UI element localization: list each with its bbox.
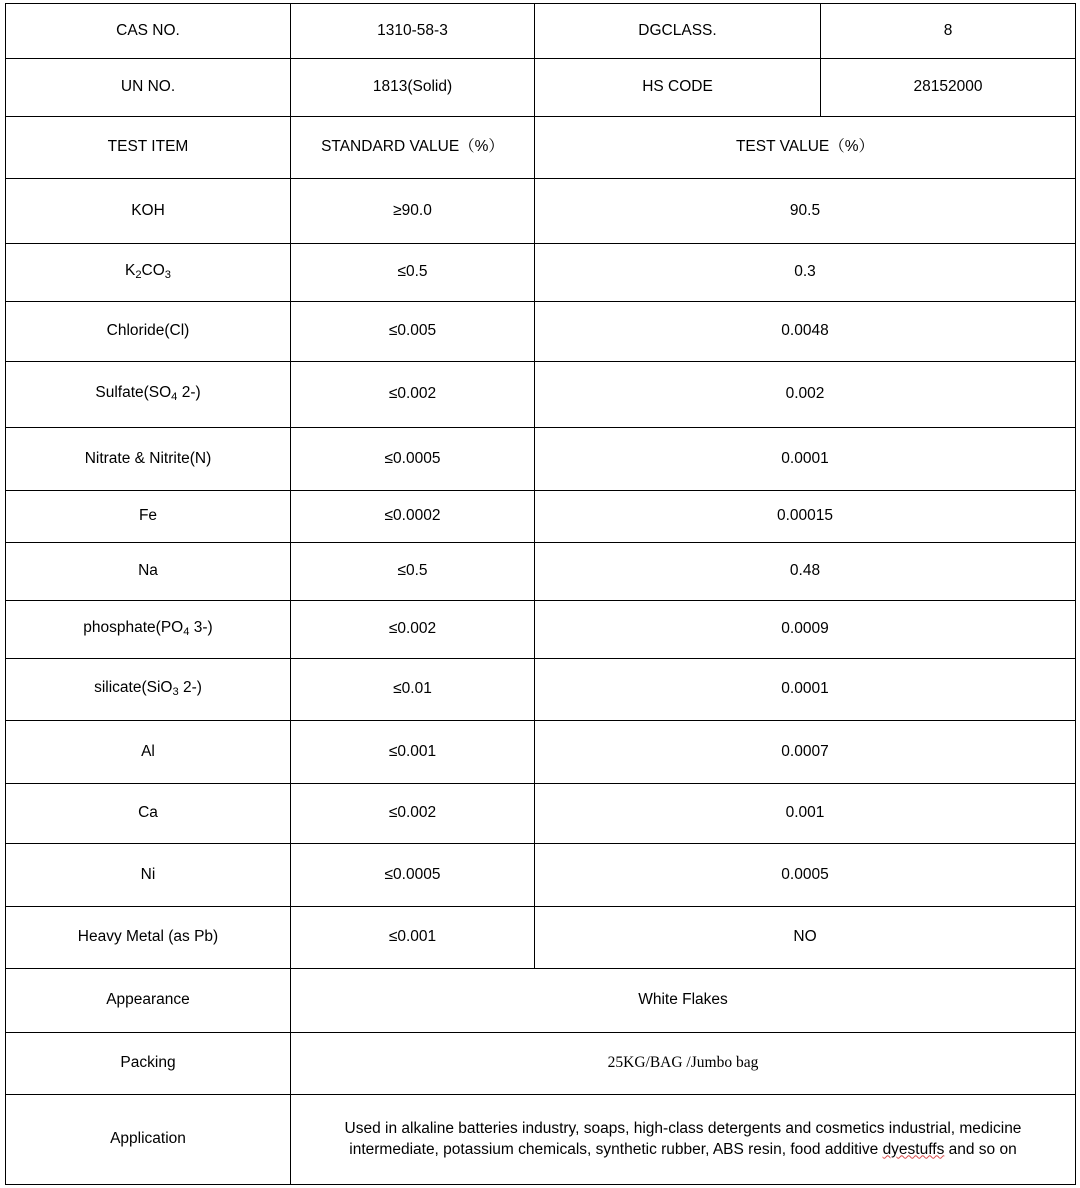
item-label: Chloride(Cl)	[106, 322, 190, 340]
row-standard-k2co3: ≤0.5	[291, 244, 535, 302]
row-test-sulfate: 0.002	[535, 362, 1076, 428]
row-item-fe	[6, 491, 291, 543]
application-line-1: Used in alkaline batteries industry, soaps, high-class detergents and cosmetics industrial, medicine	[344, 1119, 1022, 1137]
row-item-na	[6, 543, 291, 601]
row-item-k2co3	[6, 244, 291, 302]
table-row	[6, 491, 1076, 543]
application-line-2	[297, 1140, 1069, 1161]
row-item-al	[6, 721, 291, 784]
application-label: Application	[6, 1095, 291, 1185]
table-row	[6, 784, 1076, 844]
row-test-heavy-metal: NO	[535, 907, 1076, 969]
row-test-na: 0.48	[535, 543, 1076, 601]
table-row	[6, 543, 1076, 601]
row-item-koh	[6, 179, 291, 244]
item-label: Ca	[138, 804, 158, 822]
item-label: Al	[141, 742, 155, 760]
un-value: 1813(Solid)	[291, 59, 535, 117]
table-row	[6, 907, 1076, 969]
row-test-ni: 0.0005	[535, 844, 1076, 907]
row-item-heavy-metal	[6, 907, 291, 969]
hs-label: HS CODE	[535, 59, 821, 117]
table-row	[6, 302, 1076, 362]
table-row	[6, 721, 1076, 784]
row-test-ca: 0.001	[535, 784, 1076, 844]
application-line-2-spellcheck-word: dyestuffs	[882, 1140, 945, 1158]
table-row	[6, 428, 1076, 491]
item-label: silicate(SiO$_3$ 2-)	[94, 679, 202, 699]
table-row-un	[6, 59, 1076, 117]
item-label: $phosphate(PO_4$ 3-)	[83, 619, 213, 639]
row-standard-al: ≤0.001	[291, 721, 535, 784]
row-item-nitrate	[6, 428, 291, 491]
row-item-silicate	[6, 659, 291, 721]
item-label: Ni	[140, 865, 156, 883]
appearance-value: White Flakes	[291, 969, 1076, 1033]
item-label: Na	[138, 562, 158, 580]
row-test-koh: 90.5	[535, 179, 1076, 244]
col-header-standard-value: STANDARD VALUE（%）	[291, 117, 535, 179]
item-label: Fe	[138, 507, 158, 525]
table-row	[6, 179, 1076, 244]
packing-label: Packing	[6, 1033, 291, 1095]
row-test-phosphate: 0.0009	[535, 601, 1076, 659]
table-row	[6, 659, 1076, 721]
table-row	[6, 244, 1076, 302]
packing-value: 25KG/BAG /Jumbo bag	[291, 1033, 1076, 1095]
item-label: $Sulfate(SO_4$ 2-)	[95, 384, 201, 404]
cas-value: 1310-58-3	[291, 4, 535, 59]
row-test-fe: 0.00015	[535, 491, 1076, 543]
appearance-label: Appearance	[6, 969, 291, 1033]
table-row-column-headers	[6, 117, 1076, 179]
application-value	[291, 1095, 1076, 1185]
row-item-ca	[6, 784, 291, 844]
application-line-2-part-a: intermediate, potassium chemicals, synthetic rubber, ABS resin, food additive	[349, 1140, 883, 1158]
col-header-test-item: TEST ITEM	[6, 117, 291, 179]
table-row	[6, 601, 1076, 659]
row-item-chloride	[6, 302, 291, 362]
row-test-nitrate: 0.0001	[535, 428, 1076, 491]
dgclass-label: DGCLASS.	[535, 4, 821, 59]
specification-table	[5, 3, 1076, 1185]
table-row	[6, 362, 1076, 428]
row-item-ni	[6, 844, 291, 907]
row-standard-chloride: ≤0.005	[291, 302, 535, 362]
un-label: UN NO.	[6, 59, 291, 117]
row-standard-sulfate: ≤0.002	[291, 362, 535, 428]
row-standard-nitrate: ≤0.0005	[291, 428, 535, 491]
table-row	[6, 844, 1076, 907]
row-standard-ca: ≤0.002	[291, 784, 535, 844]
row-test-chloride: 0.0048	[535, 302, 1076, 362]
row-standard-koh: ≥90.0	[291, 179, 535, 244]
row-item-phosphate	[6, 601, 291, 659]
row-standard-fe: ≤0.0002	[291, 491, 535, 543]
table-row-application	[6, 1095, 1076, 1185]
spec-sheet-page	[0, 3, 1080, 1188]
item-label: KOH	[131, 201, 165, 219]
dgclass-value: 8	[821, 4, 1076, 59]
cas-label: CAS NO.	[6, 4, 291, 59]
row-standard-heavy-metal: ≤0.001	[291, 907, 535, 969]
table-row-appearance	[6, 969, 1076, 1033]
hs-value: 28152000	[821, 59, 1076, 117]
row-standard-phosphate: ≤0.002	[291, 601, 535, 659]
item-label: Nitrate & Nitrite(N)	[84, 449, 212, 467]
row-test-silicate: 0.0001	[535, 659, 1076, 721]
row-test-al: 0.0007	[535, 721, 1076, 784]
item-label: $K_2CO_3$	[124, 262, 172, 282]
row-standard-ni: ≤0.0005	[291, 844, 535, 907]
item-label: Heavy Metal (as Pb)	[77, 928, 219, 946]
table-row-cas	[6, 4, 1076, 59]
row-standard-silicate: ≤0.01	[291, 659, 535, 721]
col-header-test-value: TEST VALUE（%）	[535, 117, 1076, 179]
application-line-2-part-c: and so on	[944, 1140, 1017, 1158]
row-standard-na: ≤0.5	[291, 543, 535, 601]
row-item-sulfate	[6, 362, 291, 428]
table-row-packing	[6, 1033, 1076, 1095]
row-test-k2co3: 0.3	[535, 244, 1076, 302]
